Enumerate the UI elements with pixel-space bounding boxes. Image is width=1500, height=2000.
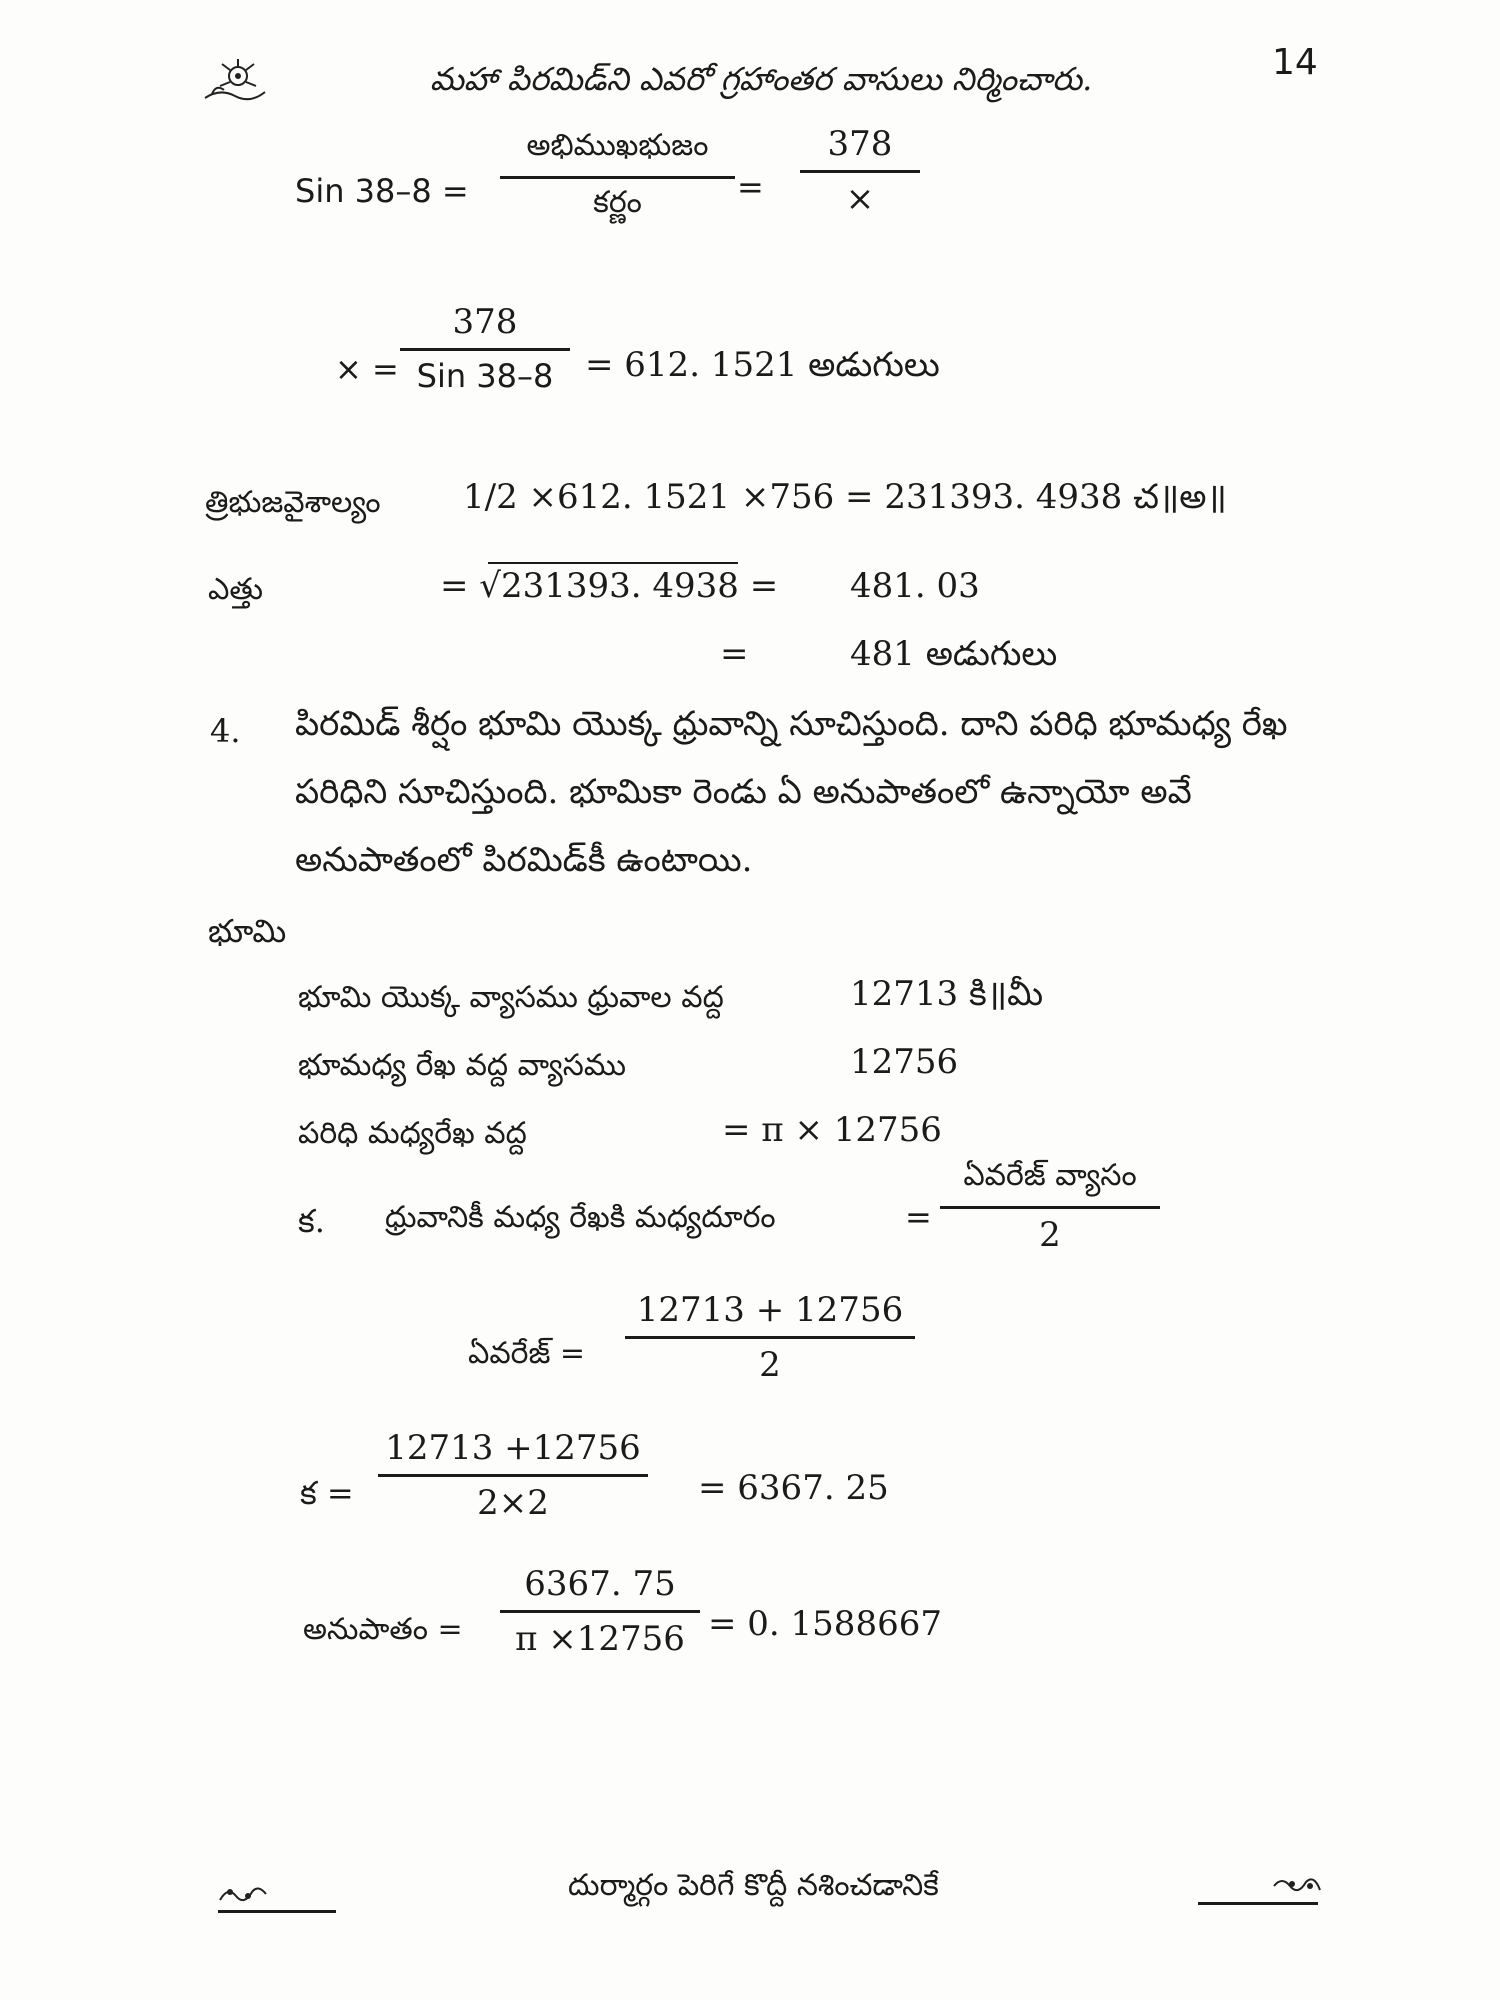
sin-eq-equals: = [737,168,764,206]
ratio-eq-fraction [500,1564,700,1659]
k-def-numerator: ఏవరేజ్ వ్యాసం [963,1158,1137,1193]
earth-row-label: భూమధ్య రేఖ వద్ద వ్యాసము [298,1048,626,1083]
fraction-bar [625,1336,915,1339]
x-eq-rhs: = 612. 1521 అడుగులు [585,345,940,385]
earth-row-value: 12756 [850,1042,959,1082]
sin-eq-denominator-2: × [845,179,875,219]
k-def-text: ధ్రువానికీ మధ్య రేఖకి మధ్యదూరం [385,1200,776,1235]
item-4-text: పిరమిడ్ శీర్షం భూమి యొక్క ధ్రువాన్ని సూచిస్తుంది. దాని పరిధి భూమధ్య రేఖ పరిధిని సూచిస్తుంది. భూమికా రెండు ఏ అనుపాతంలో ఉన్నాయో అవే అనుపాతంలో పిరమిడ్‌కీ ఉంటాయి. [295,704,1288,880]
fraction-bar [400,348,570,351]
earth-heading: భూమి [208,912,287,950]
ratio-eq-rhs: = 0. 1588667 [708,1604,942,1644]
k-def-denominator: 2 [1039,1215,1061,1255]
fraction-bar [800,170,920,173]
height-eq-1: = √231393. 4938 = [440,566,779,606]
ratio-eq-numerator: 6367. 75 [524,1564,676,1604]
area-label: త్రిభుజవైశాల్యం [205,485,381,520]
avg-eq-numerator: 12713 + 12756 [636,1290,904,1330]
area-expression: 1/2 ×612. 1521 ×756 = 231393. 4938 చ॥అ॥ [463,477,1227,517]
k-eq-rhs: = 6367. 25 [698,1468,889,1508]
avg-eq-denominator: 2 [759,1345,781,1385]
footer-right-ornament-icon [1272,1872,1322,1904]
avg-eq-fraction [625,1290,915,1385]
x-eq-fraction [400,302,570,395]
footer-left-rule [218,1910,336,1913]
fraction-bar [500,1610,700,1613]
fraction-bar [940,1206,1160,1209]
header-title: మహా పిరమిడ్‌ని ఎవరో గ్రహాంతర వాసులు నిర్మించారు. [430,60,1093,98]
page-number: 14 [1272,42,1318,83]
height-value-1: 481. 03 [850,566,980,606]
footer-left-ornament-icon [218,1880,268,1912]
earth-row-label: పరిధి మధ్యరేఖ వద్ద [298,1116,527,1151]
sqrt-overline [488,562,738,564]
k-def-fraction [940,1158,1160,1255]
x-eq-numerator: 378 [452,302,518,342]
sin-eq-numerator: అభిముఖభుజం [526,128,709,163]
earth-row-value: = π × 12756 [722,1110,942,1150]
k-eq-fraction [378,1428,648,1523]
header-flower-ornament-icon [200,58,270,112]
avg-eq-lhs: ఏవరేజ్ = [468,1336,586,1371]
k-def-marker: క. [298,1202,325,1240]
fraction-bar [500,176,735,179]
footer-text: దుర్మార్గం పెరిగే కొద్దీ నశించడానికే [568,1868,939,1903]
ratio-eq-lhs: అనుపాతం = [303,1612,463,1647]
sin-eq-numerator-2: 378 [827,124,893,164]
sin-eq-fraction [500,128,735,227]
sin-eq-lhs: Sin 38–8 = [295,172,469,210]
earth-row-value: 12713 కి॥మీ [850,974,1044,1014]
item-4-number: 4. [210,712,241,750]
k-def-equals: = [905,1198,932,1236]
height-value-2: 481 అడుగులు [850,634,1058,674]
x-eq-denominator: Sin 38–8 [416,357,554,395]
x-eq-lhs: × = [335,350,399,388]
k-eq-numerator: 12713 +12756 [385,1428,641,1468]
height-label: ఎత్తు [208,572,264,607]
earth-row-label: భూమి యొక్క వ్యాసము ధ్రువాల వద్ద [298,980,724,1015]
k-eq-lhs: క = [300,1474,354,1512]
ratio-eq-denominator: π ×12756 [515,1619,685,1659]
sin-eq-denominator: కర్ణం [593,185,642,220]
height-eq-2: = [720,634,749,674]
fraction-bar [378,1474,648,1477]
sin-eq-fraction-2 [800,124,920,219]
k-eq-denominator: 2×2 [477,1483,549,1523]
